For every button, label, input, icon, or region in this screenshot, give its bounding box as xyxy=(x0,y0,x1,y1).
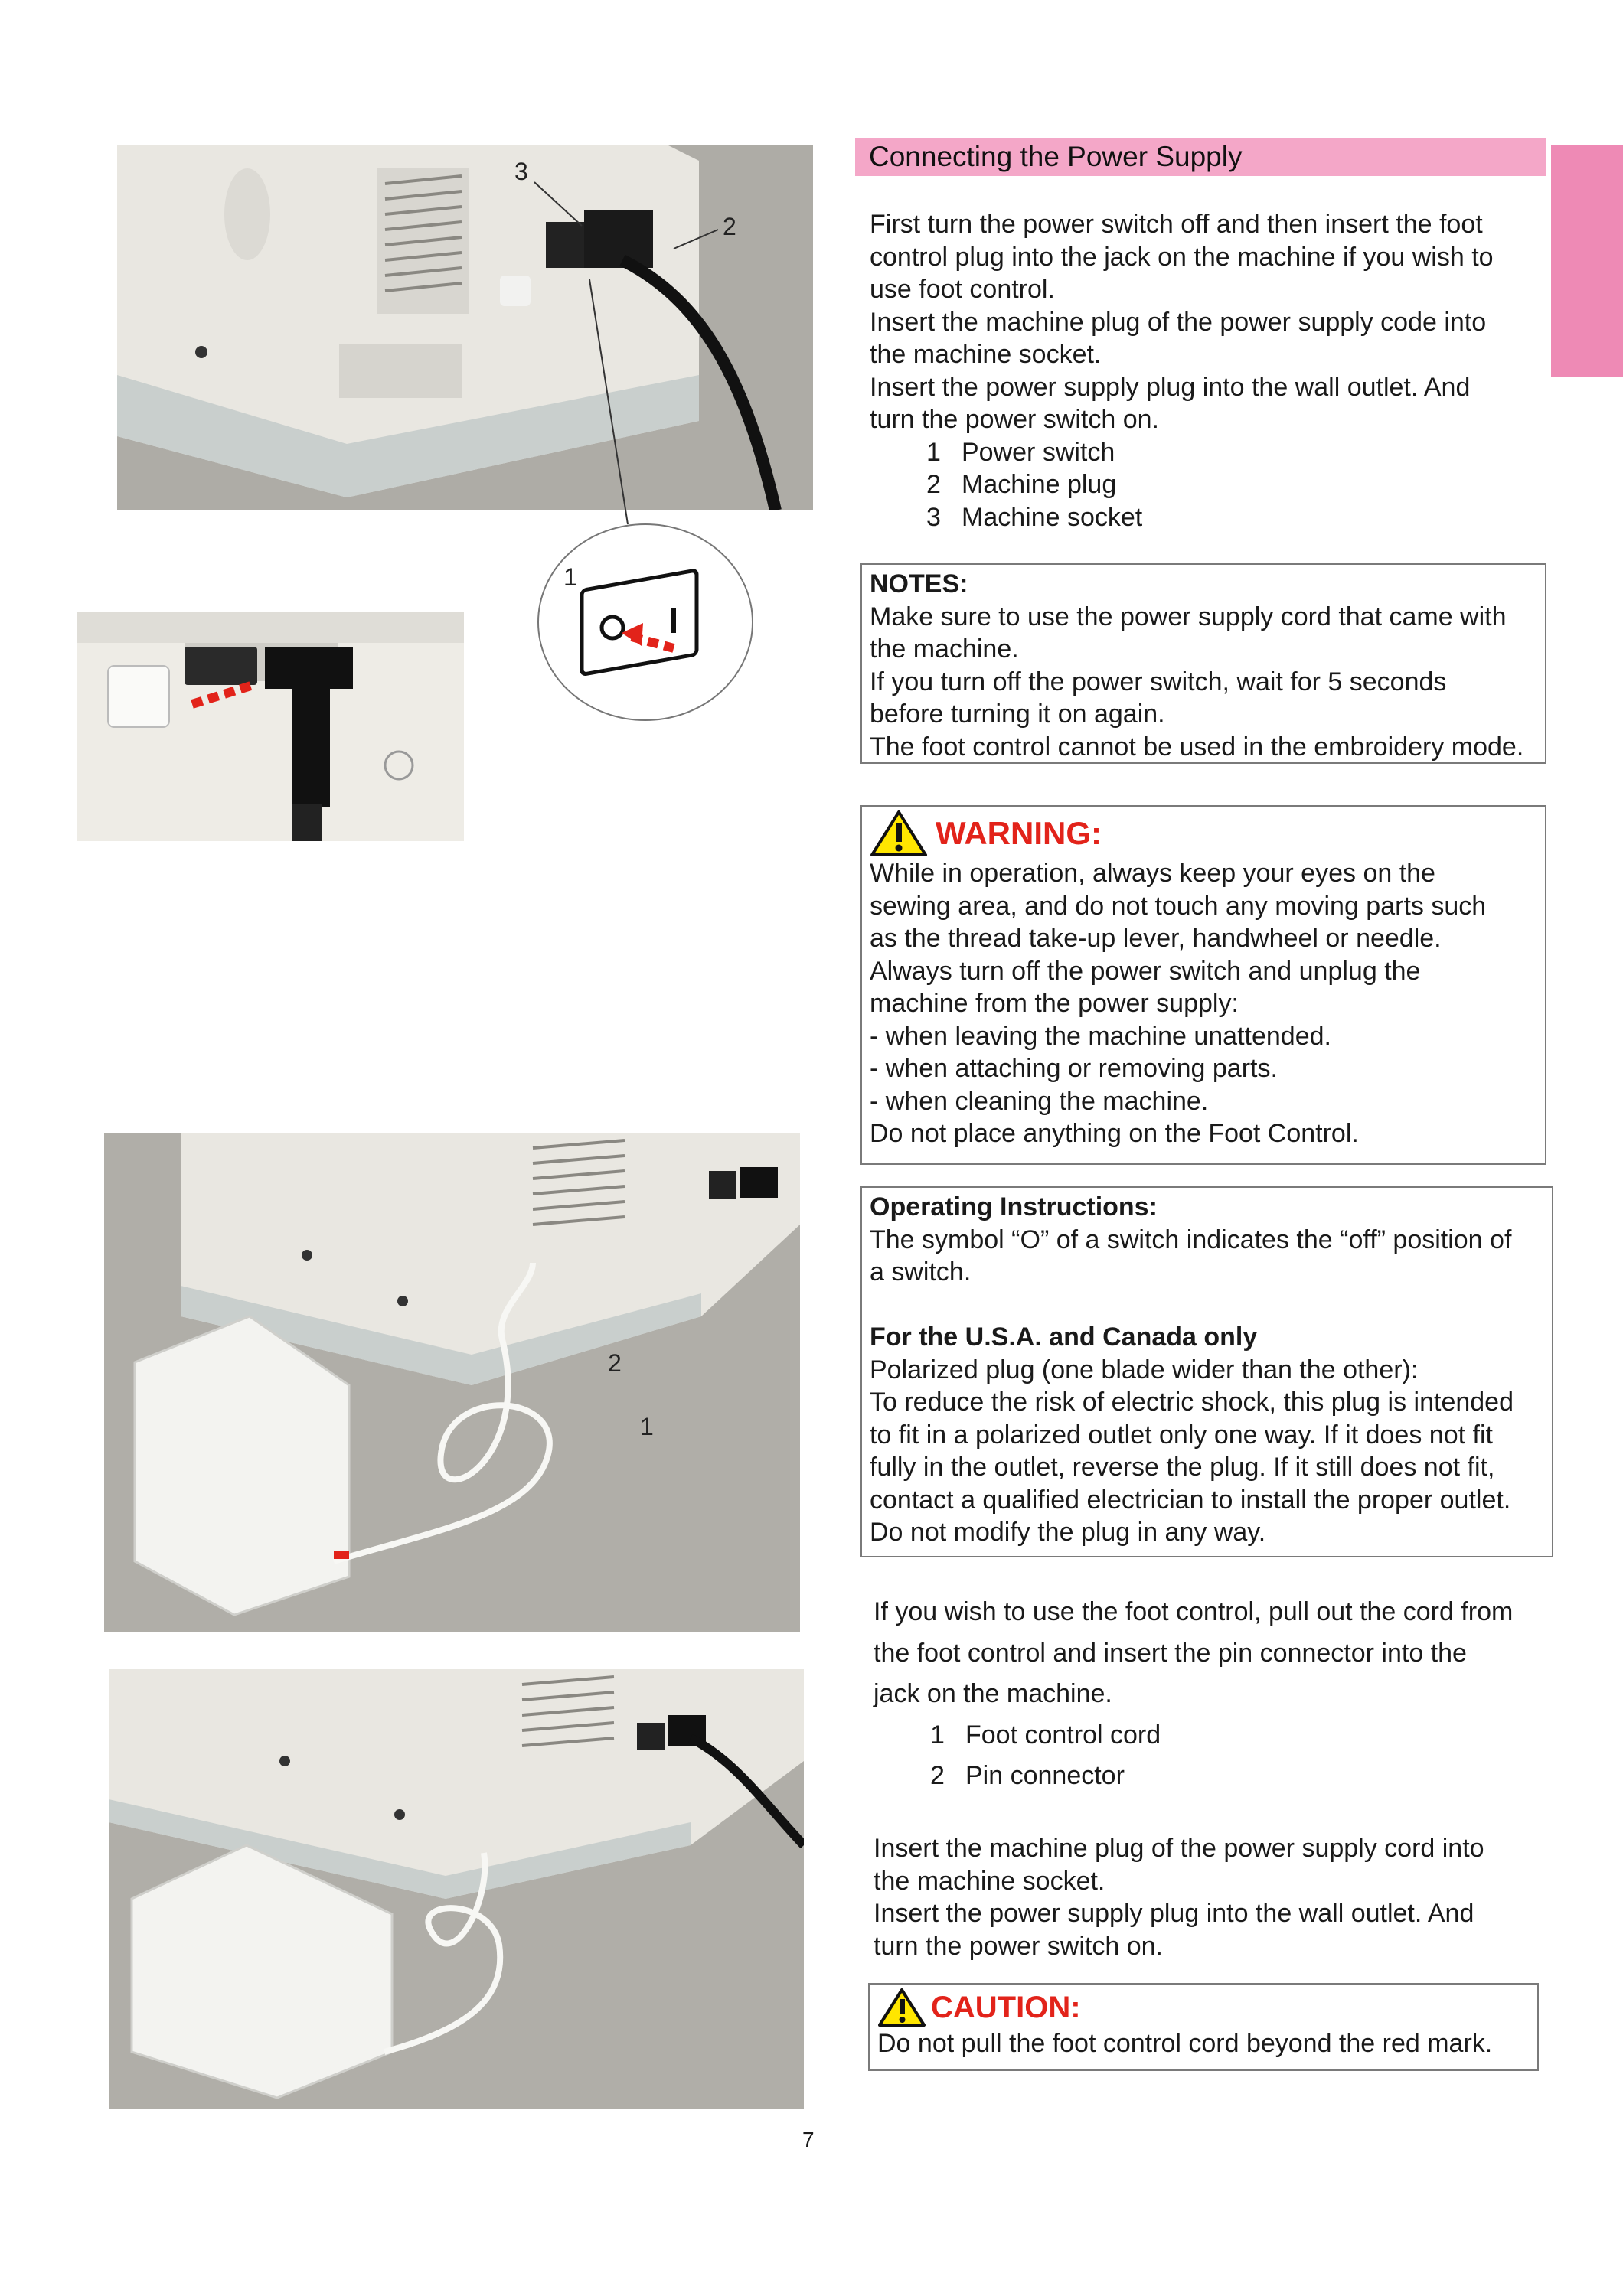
notes-line: If you turn off the power switch, wait for 5 seconds xyxy=(870,667,1447,696)
operating-line: To reduce the risk of electric shock, this plug is intended xyxy=(870,1388,1514,1417)
operating-line: The symbol “O” of a switch indicates the “off” position of xyxy=(870,1225,1512,1254)
notes-title: NOTES: xyxy=(870,569,968,598)
list-number: 1 xyxy=(926,437,941,467)
warning-line: - when attaching or removing parts. xyxy=(870,1054,1278,1083)
intro-line: turn the power switch on. xyxy=(870,405,1159,434)
list-number: 2 xyxy=(926,470,941,499)
notes-line: The foot control cannot be used in the embroidery mode. xyxy=(870,732,1524,762)
callout-pin-connector: 2 xyxy=(608,1349,622,1377)
list-label: Foot control cord xyxy=(965,1720,1161,1750)
insert-text xyxy=(874,1832,1547,1962)
warning-line: - when cleaning the machine. xyxy=(870,1086,1209,1116)
warning-triangle-icon xyxy=(870,810,928,857)
warning-line: Always turn off the power switch and unplug the xyxy=(870,956,1421,986)
intro-line: First turn the power switch off and then insert the foot xyxy=(870,210,1483,239)
parts-list xyxy=(870,436,1543,534)
list-label: Power switch xyxy=(962,437,1115,467)
warning-box xyxy=(860,805,1546,1165)
list-label: Machine plug xyxy=(962,470,1117,499)
section-tab xyxy=(1551,145,1623,377)
warning-line: Do not place anything on the Foot Control. xyxy=(870,1119,1359,1148)
warning-line: sewing area, and do not touch any moving parts such xyxy=(870,891,1487,921)
insert-line: Insert the machine plug of the power supply cord into xyxy=(874,1834,1484,1863)
intro-line: control plug into the jack on the machine if you wish to xyxy=(870,242,1494,272)
intro-line: use foot control. xyxy=(870,275,1055,304)
list-number: 1 xyxy=(930,1720,945,1750)
foot-control-text xyxy=(874,1592,1547,1797)
list-item xyxy=(926,436,1543,469)
callout-1: 1 xyxy=(563,563,577,591)
section-heading: Connecting the Power Supply xyxy=(855,138,1546,176)
foot-control-photo xyxy=(104,1133,800,1632)
notes-line: before turning it on again. xyxy=(870,700,1165,729)
operating-line: Do not modify the plug in any way. xyxy=(870,1518,1266,1547)
intro-line: Insert the machine plug of the power supply code into xyxy=(870,307,1487,337)
leader-lines xyxy=(528,176,727,528)
list-item xyxy=(930,1756,1547,1797)
list-number: 3 xyxy=(926,502,941,532)
operating-line: a switch. xyxy=(870,1257,972,1287)
warning-line: machine from the power supply: xyxy=(870,989,1239,1018)
list-item xyxy=(926,501,1543,534)
insert-line: Insert the power supply plug into the wall outlet. And xyxy=(874,1899,1474,1928)
warning-line: as the thread take-up lever, handwheel or needle. xyxy=(870,924,1442,953)
page-number: 7 xyxy=(802,2128,815,2151)
notes-line: the machine. xyxy=(870,634,1019,664)
warning-line: While in operation, always keep your eyes on the xyxy=(870,859,1435,888)
switch-detail-circle xyxy=(536,522,755,722)
intro-text xyxy=(870,208,1543,533)
caution-title: CAUTION: xyxy=(931,1991,1081,2024)
operating-line: contact a qualified electrician to install the proper outlet. xyxy=(870,1485,1511,1515)
intro-line: the machine socket. xyxy=(870,340,1102,369)
switch-closeup-photo xyxy=(77,612,464,841)
callout-3: 3 xyxy=(514,158,528,185)
list-item xyxy=(926,468,1543,501)
operating-title: Operating Instructions: xyxy=(870,1192,1158,1221)
foot-control-photo-2 xyxy=(109,1669,804,2109)
list-item xyxy=(930,1715,1547,1756)
foot-line: jack on the machine. xyxy=(874,1679,1112,1708)
operating-line: fully in the outlet, reverse the plug. If it still does not fit, xyxy=(870,1453,1495,1482)
operating-line: to fit in a polarized outlet only one way. If it does not fit xyxy=(870,1420,1493,1450)
operating-instructions-box xyxy=(860,1186,1553,1557)
insert-line: turn the power switch on. xyxy=(874,1931,1163,1961)
list-label: Machine socket xyxy=(962,502,1143,532)
foot-list xyxy=(874,1715,1547,1797)
callout-2: 2 xyxy=(723,213,736,240)
caution-header xyxy=(877,1988,1530,2027)
notes-line: Make sure to use the power supply cord that came with xyxy=(870,602,1507,631)
intro-line: Insert the power supply plug into the wall outlet. And xyxy=(870,372,1471,402)
list-number: 2 xyxy=(930,1761,945,1790)
callout-foot-cord: 1 xyxy=(640,1413,654,1440)
insert-line: the machine socket. xyxy=(874,1866,1105,1896)
list-label: Pin connector xyxy=(965,1761,1125,1790)
caution-text: Do not pull the foot control cord beyond the red mark. xyxy=(877,2029,1493,2058)
warning-line: - when leaving the machine unattended. xyxy=(870,1021,1331,1051)
warning-title: WARNING: xyxy=(936,815,1102,851)
foot-line: the foot control and insert the pin connector into the xyxy=(874,1638,1467,1668)
caution-box xyxy=(868,1983,1539,2071)
spacer xyxy=(870,1289,1544,1322)
notes-box xyxy=(860,563,1546,764)
operating-subtitle: For the U.S.A. and Canada only xyxy=(870,1322,1258,1352)
warning-header xyxy=(870,810,1537,857)
operating-line: Polarized plug (one blade wider than the other): xyxy=(870,1355,1419,1384)
foot-line: If you wish to use the foot control, pull out the cord from xyxy=(874,1597,1514,1626)
caution-triangle-icon xyxy=(877,1988,926,2027)
